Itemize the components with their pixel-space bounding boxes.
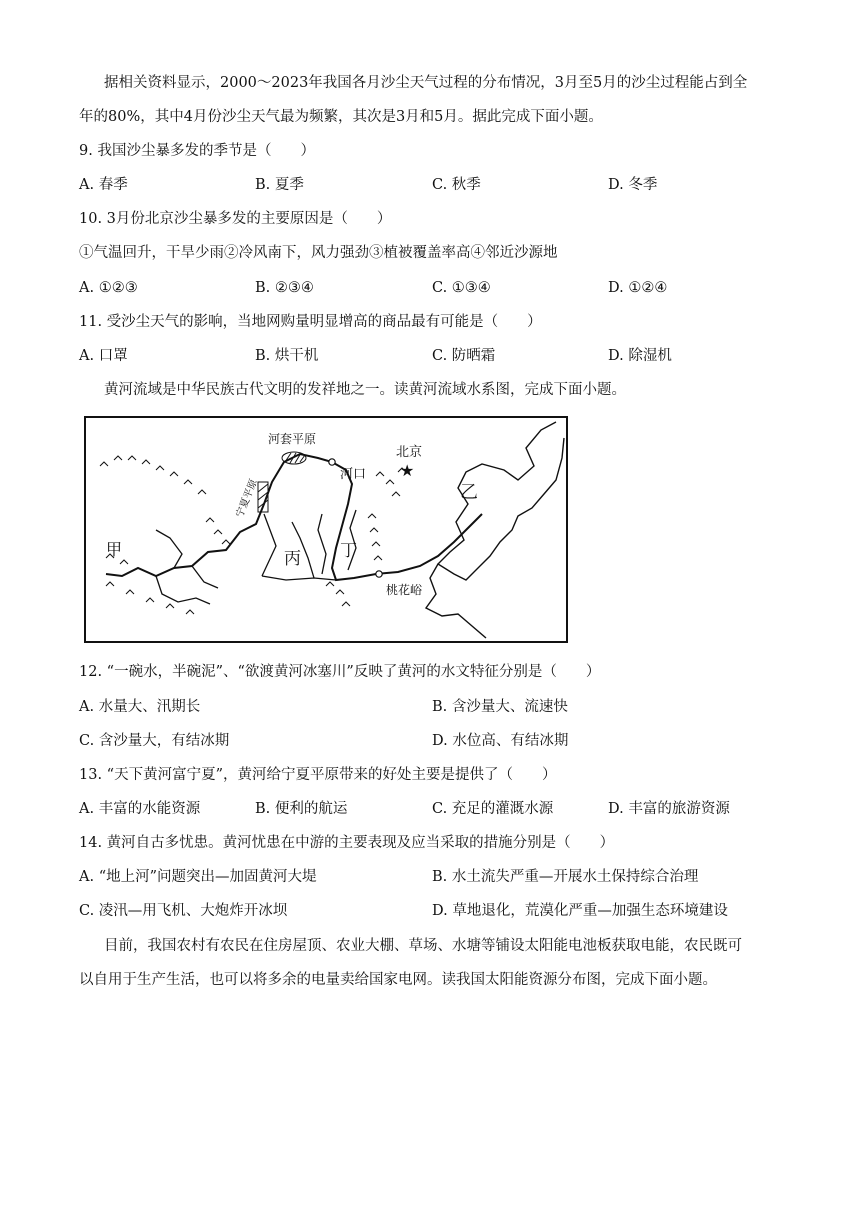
taohuayu-label: 桃花峪 bbox=[386, 583, 423, 597]
q11-option-d[interactable]: D. 除湿机 bbox=[608, 348, 672, 364]
q12-option-c[interactable]: C. 含沙量大，有结冰期 bbox=[79, 733, 230, 749]
tributary-fen bbox=[318, 514, 326, 574]
coastline bbox=[438, 422, 564, 580]
label-jia: 甲 bbox=[106, 540, 123, 559]
yellow-river-basin-map bbox=[84, 416, 568, 643]
q13-option-b[interactable]: B. 便利的航运 bbox=[255, 801, 348, 817]
q12-option-d[interactable]: D. 水位高、有结冰期 bbox=[432, 733, 569, 749]
question-11-stem: 11. 受沙尘天气的影响，当地网购量明显增高的商品最有可能是（ ） bbox=[79, 314, 542, 330]
tributary bbox=[156, 530, 182, 568]
q14-option-b[interactable]: B. 水土流失严重—开展水土保持综合治理 bbox=[432, 869, 699, 885]
question-14-stem: 14. 黄河自古多忧患。黄河忧患在中游的主要表现及应当采取的措施分别是（ ） bbox=[79, 835, 615, 851]
q10-option-c[interactable]: C. ①③④ bbox=[432, 280, 491, 296]
q11-option-a[interactable]: A. 口罩 bbox=[79, 348, 128, 364]
q9-option-d[interactable]: D. 冬季 bbox=[608, 177, 658, 193]
label-ding: 丁 bbox=[340, 541, 357, 561]
q13-option-d[interactable]: D. 丰富的旅游资源 bbox=[608, 801, 730, 817]
intro-sandstorm-line-1: 据相关资料显示，2000～2023年我国各月沙尘天气过程的分布情况，3月至5月的沙尘过程能占到全 bbox=[104, 75, 748, 91]
q13-option-a[interactable]: A. 丰富的水能资源 bbox=[79, 801, 201, 817]
q14-option-d[interactable]: D. 草地退化，荒漠化严重—加强生态环境建设 bbox=[432, 903, 728, 919]
hetao-plain-label: 河套平原 bbox=[268, 432, 317, 446]
hekou-label: 河口 bbox=[340, 467, 367, 482]
question-12-stem: 12. “一碗水，半碗泥”、“欲渡黄河冰塞川”反映了黄河的水文特征分别是（ ） bbox=[79, 664, 601, 680]
taohuayu-point bbox=[376, 571, 382, 577]
ningxia-plain-label: 宁夏平原 bbox=[234, 477, 260, 520]
intro-solar-line-2: 以自用于生产生活，也可以将多余的电量卖给国家电网。读我国太阳能资源分布图，完成下面小题。 bbox=[79, 972, 717, 988]
q14-option-c[interactable]: C. 凌汛—用飞机、大炮炸开冰坝 bbox=[79, 903, 288, 919]
q12-option-a[interactable]: A. 水量大、汛期长 bbox=[79, 699, 201, 715]
q11-option-b[interactable]: B. 烘干机 bbox=[255, 348, 319, 364]
q9-option-a[interactable]: A. 春季 bbox=[79, 177, 128, 193]
question-10-statements: ①气温回升，干旱少雨②冷风南下，风力强劲③植被覆盖率高④邻近沙源地 bbox=[79, 245, 558, 261]
q14-option-a[interactable]: A. “地上河”问题突出—加固黄河大堤 bbox=[79, 869, 317, 885]
q11-option-c[interactable]: C. 防晒霜 bbox=[432, 348, 496, 364]
intro-yellow-river-line-1: 黄河流域是中华民族古代文明的发祥地之一。读黄河流域水系图，完成下面小题。 bbox=[104, 382, 626, 398]
label-bing: 丙 bbox=[284, 549, 301, 569]
wei-river bbox=[262, 576, 336, 580]
question-10-stem: 10. 3月份北京沙尘暴多发的主要原因是（ ） bbox=[79, 211, 392, 227]
yellow-river-map-drawing bbox=[86, 418, 566, 641]
beijing-label: 北京 bbox=[396, 445, 423, 460]
q9-option-b[interactable]: B. 夏季 bbox=[255, 177, 304, 193]
beijing-star-icon: ★ bbox=[400, 461, 415, 480]
hekou-point bbox=[329, 459, 335, 465]
question-9-stem: 9. 我国沙尘暴多发的季节是（ ） bbox=[79, 143, 315, 159]
tributary bbox=[262, 514, 276, 576]
q13-option-c[interactable]: C. 充足的灌溉水源 bbox=[432, 801, 554, 817]
q10-option-a[interactable]: A. ①②③ bbox=[79, 280, 138, 296]
q10-option-b[interactable]: B. ②③④ bbox=[255, 280, 314, 296]
q9-option-c[interactable]: C. 秋季 bbox=[432, 177, 481, 193]
question-13-stem: 13. “天下黄河富宁夏”，黄河给宁夏平原带来的好处主要是提供了（ ） bbox=[79, 767, 557, 783]
q12-option-b[interactable]: B. 含沙量大、流速快 bbox=[432, 699, 568, 715]
tributary bbox=[348, 510, 356, 570]
label-yi: 乙 bbox=[460, 482, 478, 503]
intro-solar-line-1: 目前，我国农村有农民在住房屋顶、农业大棚、草场、水塘等铺设太阳能电池板获取电能，农民既可 bbox=[104, 938, 742, 954]
tributary bbox=[192, 566, 218, 588]
q10-option-d[interactable]: D. ①②④ bbox=[608, 280, 668, 296]
intro-sandstorm-line-2: 年的80%，其中4月份沙尘天气最为频繁，其次是3月和5月。据此完成下面小题。 bbox=[79, 109, 603, 125]
